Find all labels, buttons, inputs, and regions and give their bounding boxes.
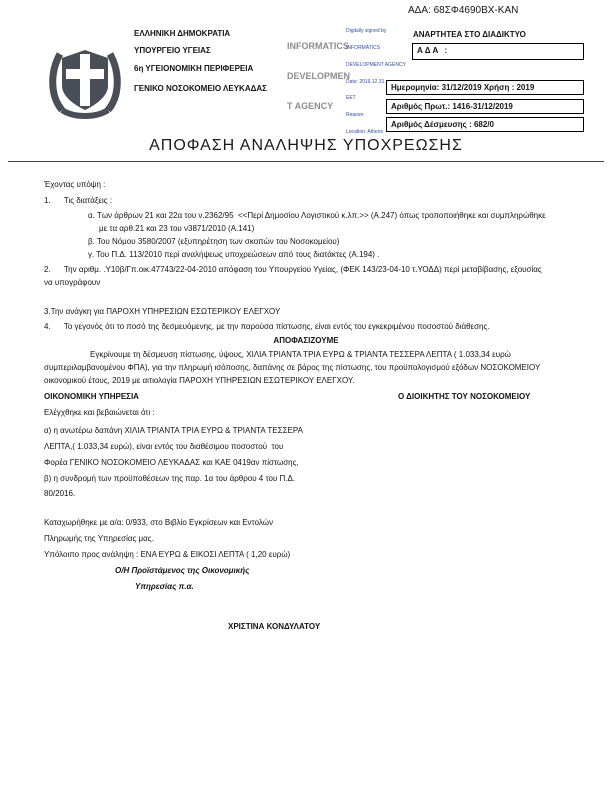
signature-stamp-agency <box>287 21 350 131</box>
ada-box-label: ΑΔΑ : <box>417 46 450 55</box>
org-line-region: 6η ΥΓΕΙΟΝΟΜΙΚΗ ΠΕΡΙΦΕΡΕΙΑ <box>134 64 254 73</box>
check-a-line-2: ΛΕΠΤΑ,( 1.033,34 ευρώ), είναι εντός του διαθέσιμου ποσοστού του <box>44 442 284 451</box>
decision-heading: ΑΠΟΦΑΣΙΖΟΥΜΕ <box>273 336 339 345</box>
protocol-box-text: Αριθμός Πρωτ.: 1416-31/12/2019 <box>391 102 513 111</box>
preamble-item-1c: γ. Του Π.Δ. 113/2010 περί αναλήψεως υποχρεώσεων από τους διατάκτες (Α.194) . <box>88 250 380 259</box>
posted-web-note: ΑΝΑΡΤΗΤΕΑ ΣΤΟ ΔΙΑΔΙΚΤΥΟ <box>413 30 526 39</box>
preamble-item-1a-cont: με τα αρθ.21 και 23 του ν3871/2010 (Α.141) <box>99 224 255 233</box>
remaining-balance: Υπόλοιπο προς ανάληψη : ΕΝΑ ΕΥΡΩ & ΕΙΚΟΣΙ ΛΕΠΤΑ ( 1,20 ευρώ) <box>44 550 291 559</box>
registration-line-2: Πληρωμής της Υπηρεσίας μας. <box>44 534 154 543</box>
stamp-detail-line: Location: Athens <box>346 128 383 135</box>
ada-box <box>412 43 584 60</box>
signer-name: ΧΡΙΣΤΙΝΑ ΚΟΝΔΥΛΑΤΟΥ <box>228 622 321 631</box>
signer-title-line-1: Ο/Η Προϊστάμενος της Οικονομικής <box>115 566 250 575</box>
decision-line-3: οικονομικού έτους, 2019 με αιτιολογία ΠΑΡΟΧΗ ΥΠΗΡΕΣΙΩΝ ΕΣΩΤΕΡΙΚΟΥ ΕΛΕΓΧΟΥ. <box>44 376 355 385</box>
registration-line-1: Καταχωρήθηκε με α/α: 0/933, στο Βιβλίο Εγκρίσεων και Εντολών <box>44 518 274 527</box>
check-a-line-3: Φορέα ΓΕΝΙΚΟ ΝΟΣΟΚΟΜΕΙΟ ΛΕΥΚΑΔΑΣ και ΚΑΕ 0419αν πίστωσης, <box>44 458 299 467</box>
org-line-ministry: ΥΠΟΥΡΓΕΙΟ ΥΓΕΙΑΣ <box>134 46 211 55</box>
stamp-detail-line: Date: 2019.12.31 <box>346 78 385 85</box>
stamp-detail-line: Digitally signed by <box>346 28 387 35</box>
stamp-agency-line: DEVELOPMEN <box>287 71 351 81</box>
preamble-item-4: 4. Το γεγονός ότι το ποσό της δεσμευόμενης, με την παρούσα πίστωσης, είναι εντός του εγκεκριμένου ποσοστού διάθεσης. <box>44 322 490 331</box>
stamp-agency-line: T AGENCY <box>287 101 334 111</box>
greek-coat-of-arms-icon <box>28 26 106 102</box>
decision-line-1: Εγκρίνουμε τη δέσμευση πίστωσης, ύψους, ΧΙΛΙΑ ΤΡΙΑΝΤΑ ΤΡΙΑ ΕΥΡΩ & ΤΡΙΑΝΤΑ ΤΕΣΣΕΡΑ ΛΕΠΤΑ ( 1.033,34 ευρώ <box>90 350 511 359</box>
commitment-box-text: Αριθμός Δέσμευσης : 682/0 <box>391 120 494 129</box>
stamp-detail-line: INFORMATICS <box>346 44 381 51</box>
preamble-intro: Έχοντας υπόψη : <box>44 180 106 189</box>
preamble-item-1b: β. Του Νόμου 3580/2007 (εξυπηρέτηση των σκοπών του Νοσοκομείου) <box>88 237 340 246</box>
decision-line-2: συμπεριλαμβανομένου ΦΠΑ), για την πληρωμή ισόποσης, δαπάνης σε βάρος της πίστωσης, του προϋπολογισμού εξόδων ΝΟΣΟΚΟΜΕΙΟΥ <box>44 363 541 372</box>
preamble-item-3: 3.Την ανάγκη για ΠΑΡΟΧΗ ΥΠΗΡΕΣΙΩΝ ΕΣΩΤΕΡΙΚΟΥ ΕΛΕΓΧΟΥ <box>44 307 281 316</box>
preamble-item-2: 2. Την αριθμ. .Υ10β/Γπ.οικ.47743/22-04-2010 απόφαση του Υπουργείου Υγείας, (ΦΕΚ 143/23-04-10 τ.ΥΟΔΔ) περί μεταβίβασης, εξουσίας <box>44 265 542 274</box>
protocol-box <box>386 99 584 114</box>
stamp-agency-line: INFORMATICS <box>287 41 349 51</box>
org-line-hospital: ΓΕΝΙΚΟ ΝΟΣΟΚΟΜΕΙΟ ΛΕΥΚΑΔΑΣ <box>134 84 267 93</box>
commitment-box <box>386 117 584 132</box>
stamp-detail-line: EET <box>346 95 356 102</box>
hospital-governor-heading: Ο ΔΙΟΙΚΗΤΗΣ ΤΟΥ ΝΟΣΟΚΟΜΕΙΟΥ <box>398 392 531 401</box>
preamble-item-1a: α. Των άρθρων 21 και 22α του ν.2362/95 <<Περί Δημοσίου Λογιστικού κ.λπ.>> (Α.247) όπως τροποποιήθηκε και συμπληρώθηκε <box>88 211 546 220</box>
preamble-item-2-cont: να υπογράφουν <box>44 278 101 287</box>
stamp-detail-line: Reason: <box>346 112 365 119</box>
stamp-detail-line: DEVELOPMENT AGENCY <box>346 61 406 68</box>
ada-number: ΑΔΑ: 68ΣΦ4690ΒΧ-ΚΑΝ <box>408 5 519 16</box>
title-divider <box>8 161 604 162</box>
check-b-line-2: 80/2016. <box>44 489 76 498</box>
check-intro: Ελέγχθηκε και βεβαιώνεται ότι : <box>44 408 155 417</box>
check-a-line-1: α) η ανωτέρω δαπάνη ΧΙΛΙΑ ΤΡΙΑΝΤΑ ΤΡΙΑ ΕΥΡΩ & ΤΡΙΑΝΤΑ ΤΕΣΣΕΡΑ <box>44 426 303 435</box>
signer-title-line-2: Υπηρεσίας π.α. <box>135 582 194 591</box>
date-box-text: Ημερομηνία: 31/12/2019 Χρήση : 2019 <box>391 83 535 92</box>
date-box <box>386 80 584 95</box>
org-line-republic: ΕΛΛΗΝΙΚΗ ΔΗΜΟΚΡΑΤΙΑ <box>134 29 231 38</box>
check-b-line-1: β) η συνδρομή των προϋποθέσεων της παρ. 1α του άρθρου 4 του Π.Δ. <box>44 474 296 483</box>
page-title: ΑΠΟΦΑΣΗ ΑΝΑΛΗΨΗΣ ΥΠΟΧΡΕΩΣΗΣ <box>149 137 463 154</box>
preamble-item-1: 1. Τις διατάξεις : <box>44 196 113 205</box>
finance-dept-heading: ΟΙΚΟΝΟΜΙΚΗ ΥΠΗΡΕΣΙΑ <box>44 392 139 401</box>
